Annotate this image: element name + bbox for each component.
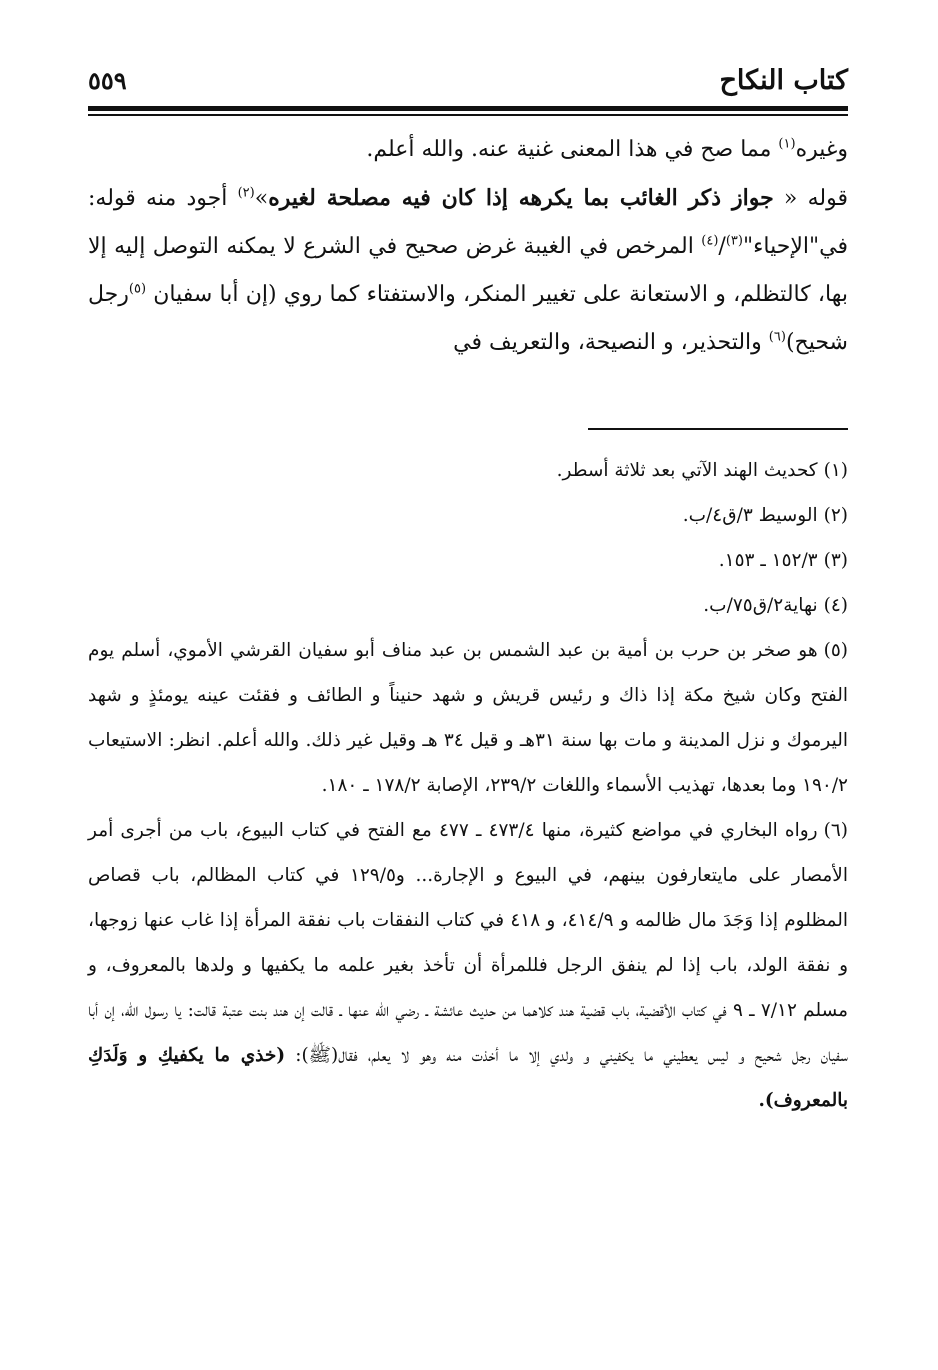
- footnotes: [88, 448, 848, 1123]
- footnote-ref: (٤): [701, 233, 719, 249]
- footnote-ref: (٢): [237, 185, 255, 201]
- footnote-text: ١٥٢/٣ ـ ١٥٣.: [718, 550, 818, 571]
- footnote-number: (١): [823, 460, 848, 481]
- footnote-6: [88, 808, 848, 1123]
- text-run: أجود منه قوله: في"الإحياء": [88, 186, 848, 259]
- footnote-text: هو صخر بن حرب بن أمية بن عبد الشمس بن عبد مناف أبو سفيان القرشي الأموي، أسلم يوم الفتح وكان شيخ مكة إذا ذاك و رئيس قريش و شهد حنيناً و الطائف و فقئت عينه يومئذٍ و شهد اليرموك و نزل المدينة و مات بها سنة ٣١هـ و قيل ٣٤ هـ وقيل غير ذلك. والله أعلم. انظر: الاستيعاب ١٩٠/٢ وما بعدها، تهذيب الأسماء واللغات ٢٣٩/٢، الإصابة ١٧٨/٢ ـ ١٨٠.: [88, 640, 848, 796]
- paragraph-2: [88, 174, 848, 367]
- text-run: قوله «: [773, 186, 848, 211]
- quoted-heading: جواز ذكر الغائب بما يكرهه إذا كان فيه مصلحة لغيره: [268, 185, 774, 211]
- footnote-text: كحديث الهند الآتي بعد ثلاثة أسطر.: [556, 460, 818, 481]
- header-rule-thin: [88, 114, 848, 116]
- text-run: /: [718, 234, 726, 259]
- text-run: وغيره: [795, 137, 848, 162]
- hadith-quote: (خذي ما يكفيكِ و وَلَدَكِ بالمعروف).: [88, 1045, 848, 1111]
- footnote-ref: (٦): [768, 329, 786, 345]
- footnote-2: [88, 493, 848, 538]
- main-text: [88, 126, 848, 367]
- footnote-ref: (٥): [128, 281, 147, 297]
- text-run: المرخص في الغيبة غرض صحيح في الشرع لا يمكنه التوصل إليه إلا بها، كالتظلم، و الاستعانة على تغيير المنكر، والاستفتاء كما روي (إن أبا سفيان: [88, 234, 848, 307]
- footnote-text: رواه البخاري في مواضع كثيرة، منها ٤٧٣/٤ ـ ٤٧٧ مع الفتح في كتاب البيوع، باب من أجرى أمر الأمصار على مايتعارفون بينهم، في البيوع و الإجارة... و١٢٩/٥ في كتاب المظالم، باب قصاص المظلوم إذا وَجَدَ مال ظالمه و ٤١٤/٩، و ٤١٨ في كتاب النفقات باب نفقة المرأة إذا غاب عنها زوجها، و نفقة الولد، باب إذا لم ينفق الرجل فللمرأة أن تأخذ بغير علمه ما يكفيها و ولدها بالمعروف، و مسلم ٧/١٢ ـ ٩ في كتاب الأقضية، باب قضية هند كلاهما من حديث عائشة ـ رضي الله عنها ـ قالت إن هند بنت عتبة قالت: يا رسول الله، إن أبا سفيان رجل شحيح و ليس يعطيني ما يكفيني و ولدي إلا ما أخذت منه وهو لا يعلم، فقال(ﷺ):: [88, 820, 849, 1066]
- footnote-number: (٣): [823, 550, 848, 571]
- paragraph-1: [88, 126, 848, 174]
- footnote-number: (٥): [823, 640, 848, 661]
- running-header: [88, 60, 848, 100]
- text-run: رجل شحيح): [88, 282, 848, 355]
- footnote-text: الوسيط ٣/ق٤/ب.: [682, 505, 818, 526]
- header-rule-thick: [88, 106, 848, 111]
- footnote-3: [88, 538, 848, 583]
- chapter-title: كتاب النكاح: [719, 64, 848, 96]
- footnote-ref: (١): [778, 136, 796, 152]
- footnote-separator: [588, 428, 848, 430]
- text-run: مما صح في هذا المعنى غنية عنه. والله أعلم.: [366, 137, 779, 162]
- footnote-number: (٤): [823, 595, 848, 616]
- footnote-4: [88, 583, 848, 628]
- page-number: ٥٥٩: [88, 65, 127, 95]
- footnote-number: (٦): [823, 820, 848, 841]
- footnote-text: نهاية٢/ق٧٥/ب.: [703, 595, 818, 616]
- text-run: والتحذير، و النصيحة، والتعريف في: [453, 330, 769, 355]
- footnote-number: (٢): [823, 505, 848, 526]
- footnote-5: [88, 628, 848, 808]
- footnote-1: [88, 448, 848, 493]
- footnote-ref: (٣): [725, 233, 743, 249]
- text-run: »: [254, 186, 269, 211]
